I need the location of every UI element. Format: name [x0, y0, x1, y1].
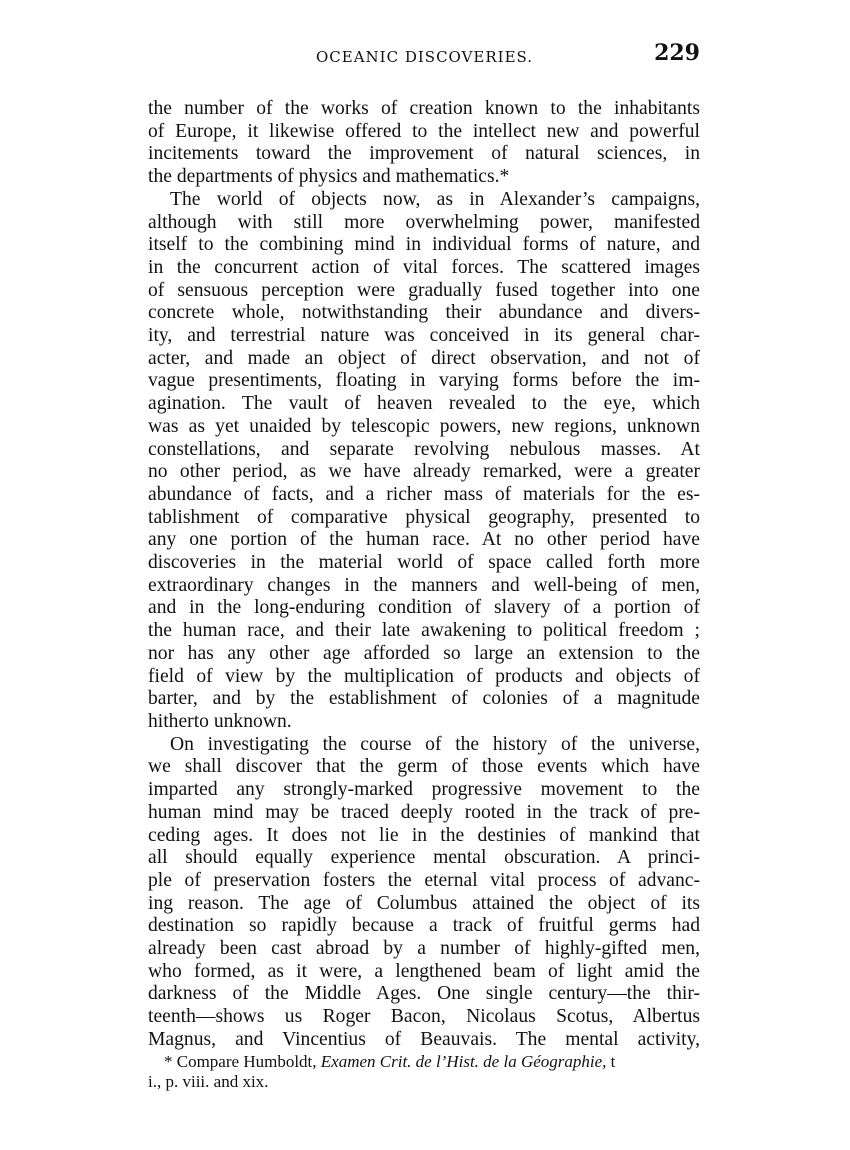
footnote-tail: t: [610, 1052, 616, 1071]
text-line: the number of the works of creation known to the inhabitants: [148, 98, 700, 119]
footnote-lead: Compare Humboldt,: [176, 1052, 317, 1071]
text-line: barter, and by the establishment of colonies of a magnitude: [148, 688, 700, 710]
text-line: acter, and made an object of direct observation, and not of: [148, 347, 700, 369]
page-number: 229: [654, 40, 700, 66]
footnote-work-title: Examen Crit. de l’Hist. de la Géographie,: [320, 1052, 607, 1071]
footnote-line-1: [148, 1052, 700, 1072]
text-line: nor has any other age afforded so large an extension to the: [148, 642, 700, 664]
page-header: [148, 40, 700, 68]
body-text: [148, 98, 700, 1052]
text-line: all should equally experience mental obscuration. A princi-: [148, 847, 700, 869]
text-line: destination so rapidly because a track of fruitful germs had: [148, 915, 700, 937]
text-line: ple of preservation fosters the eternal vital process of advanc-: [148, 869, 700, 891]
text-line: hitherto unknown.: [148, 710, 292, 732]
text-line: concrete whole, notwithstanding their abundance and divers-: [148, 302, 700, 324]
text-line: On investigating the course of the history of the universe,: [170, 733, 700, 755]
text-line: we shall discover that the germ of those events which have: [148, 756, 700, 778]
text-line: agination. The vault of heaven revealed to the eye, which: [148, 393, 700, 415]
text-line: ity, and terrestrial nature was conceived in its general char-: [148, 325, 700, 347]
footnote: [148, 1052, 700, 1092]
text-line: and in the long-enduring condition of slavery of a portion of: [148, 597, 700, 619]
text-line: who formed, as it were, a lengthened beam of light amid the: [148, 960, 700, 982]
text-line: no other period, as we have already remarked, were a greater: [148, 461, 700, 483]
text-line: the human race, and their late awakening to political freedom ;: [148, 620, 700, 642]
text-line: of sensuous perception were gradually fused together into one: [148, 279, 700, 301]
footnote-line-2: i., p. viii. and xix.: [148, 1072, 269, 1091]
text-line: already been cast abroad by a number of highly-gifted men,: [148, 938, 700, 960]
text-line: the departments of physics and mathematics.*: [148, 166, 510, 188]
text-line: abundance of facts, and a richer mass of materials for the es-: [148, 483, 700, 505]
footnote-marker: *: [164, 1052, 173, 1071]
text-line: any one portion of the human race. At no other period have: [148, 529, 700, 551]
text-line: Magnus, and Vincentius of Beauvais. The mental activity,: [148, 1028, 700, 1050]
text-line: vague presentiments, floating in varying forms before the im-: [148, 370, 700, 392]
text-line: human mind may be traced deeply rooted in the track of pre-: [148, 801, 700, 823]
text-line: of Europe, it likewise offered to the intellect new and powerful: [148, 120, 700, 142]
text-line: darkness of the Middle Ages. One single century—the thir-: [148, 983, 700, 1005]
text-line: discoveries in the material world of space called forth more: [148, 552, 700, 574]
text-line: itself to the combining mind in individual forms of nature, and: [148, 234, 700, 256]
running-title: OCEANIC DISCOVERIES.: [316, 48, 534, 66]
text-line: incitements toward the improvement of natural sciences, in: [148, 143, 700, 165]
text-line: teenth—shows us Roger Bacon, Nicolaus Scotus, Albertus: [148, 1006, 700, 1028]
text-line: constellations, and separate revolving nebulous masses. At: [148, 438, 700, 460]
text-line: in the concurrent action of vital forces. The scattered images: [148, 256, 700, 278]
text-line: although with still more overwhelming power, manifested: [148, 211, 700, 233]
text-line: tablishment of comparative physical geography, presented to: [148, 506, 700, 528]
text-line: field of view by the multiplication of products and objects of: [148, 665, 700, 687]
text-line: was as yet unaided by telescopic powers, new regions, unknown: [148, 415, 700, 437]
text-line: The world of objects now, as in Alexander’s campaigns,: [170, 188, 700, 210]
text-line: ceding ages. It does not lie in the destinies of mankind that: [148, 824, 700, 846]
text-line: imparted any strongly-marked progressive movement to the: [148, 779, 700, 801]
text-line: extraordinary changes in the manners and well-being of men,: [148, 574, 700, 596]
text-line: ing reason. The age of Columbus attained the object of its: [148, 892, 700, 914]
